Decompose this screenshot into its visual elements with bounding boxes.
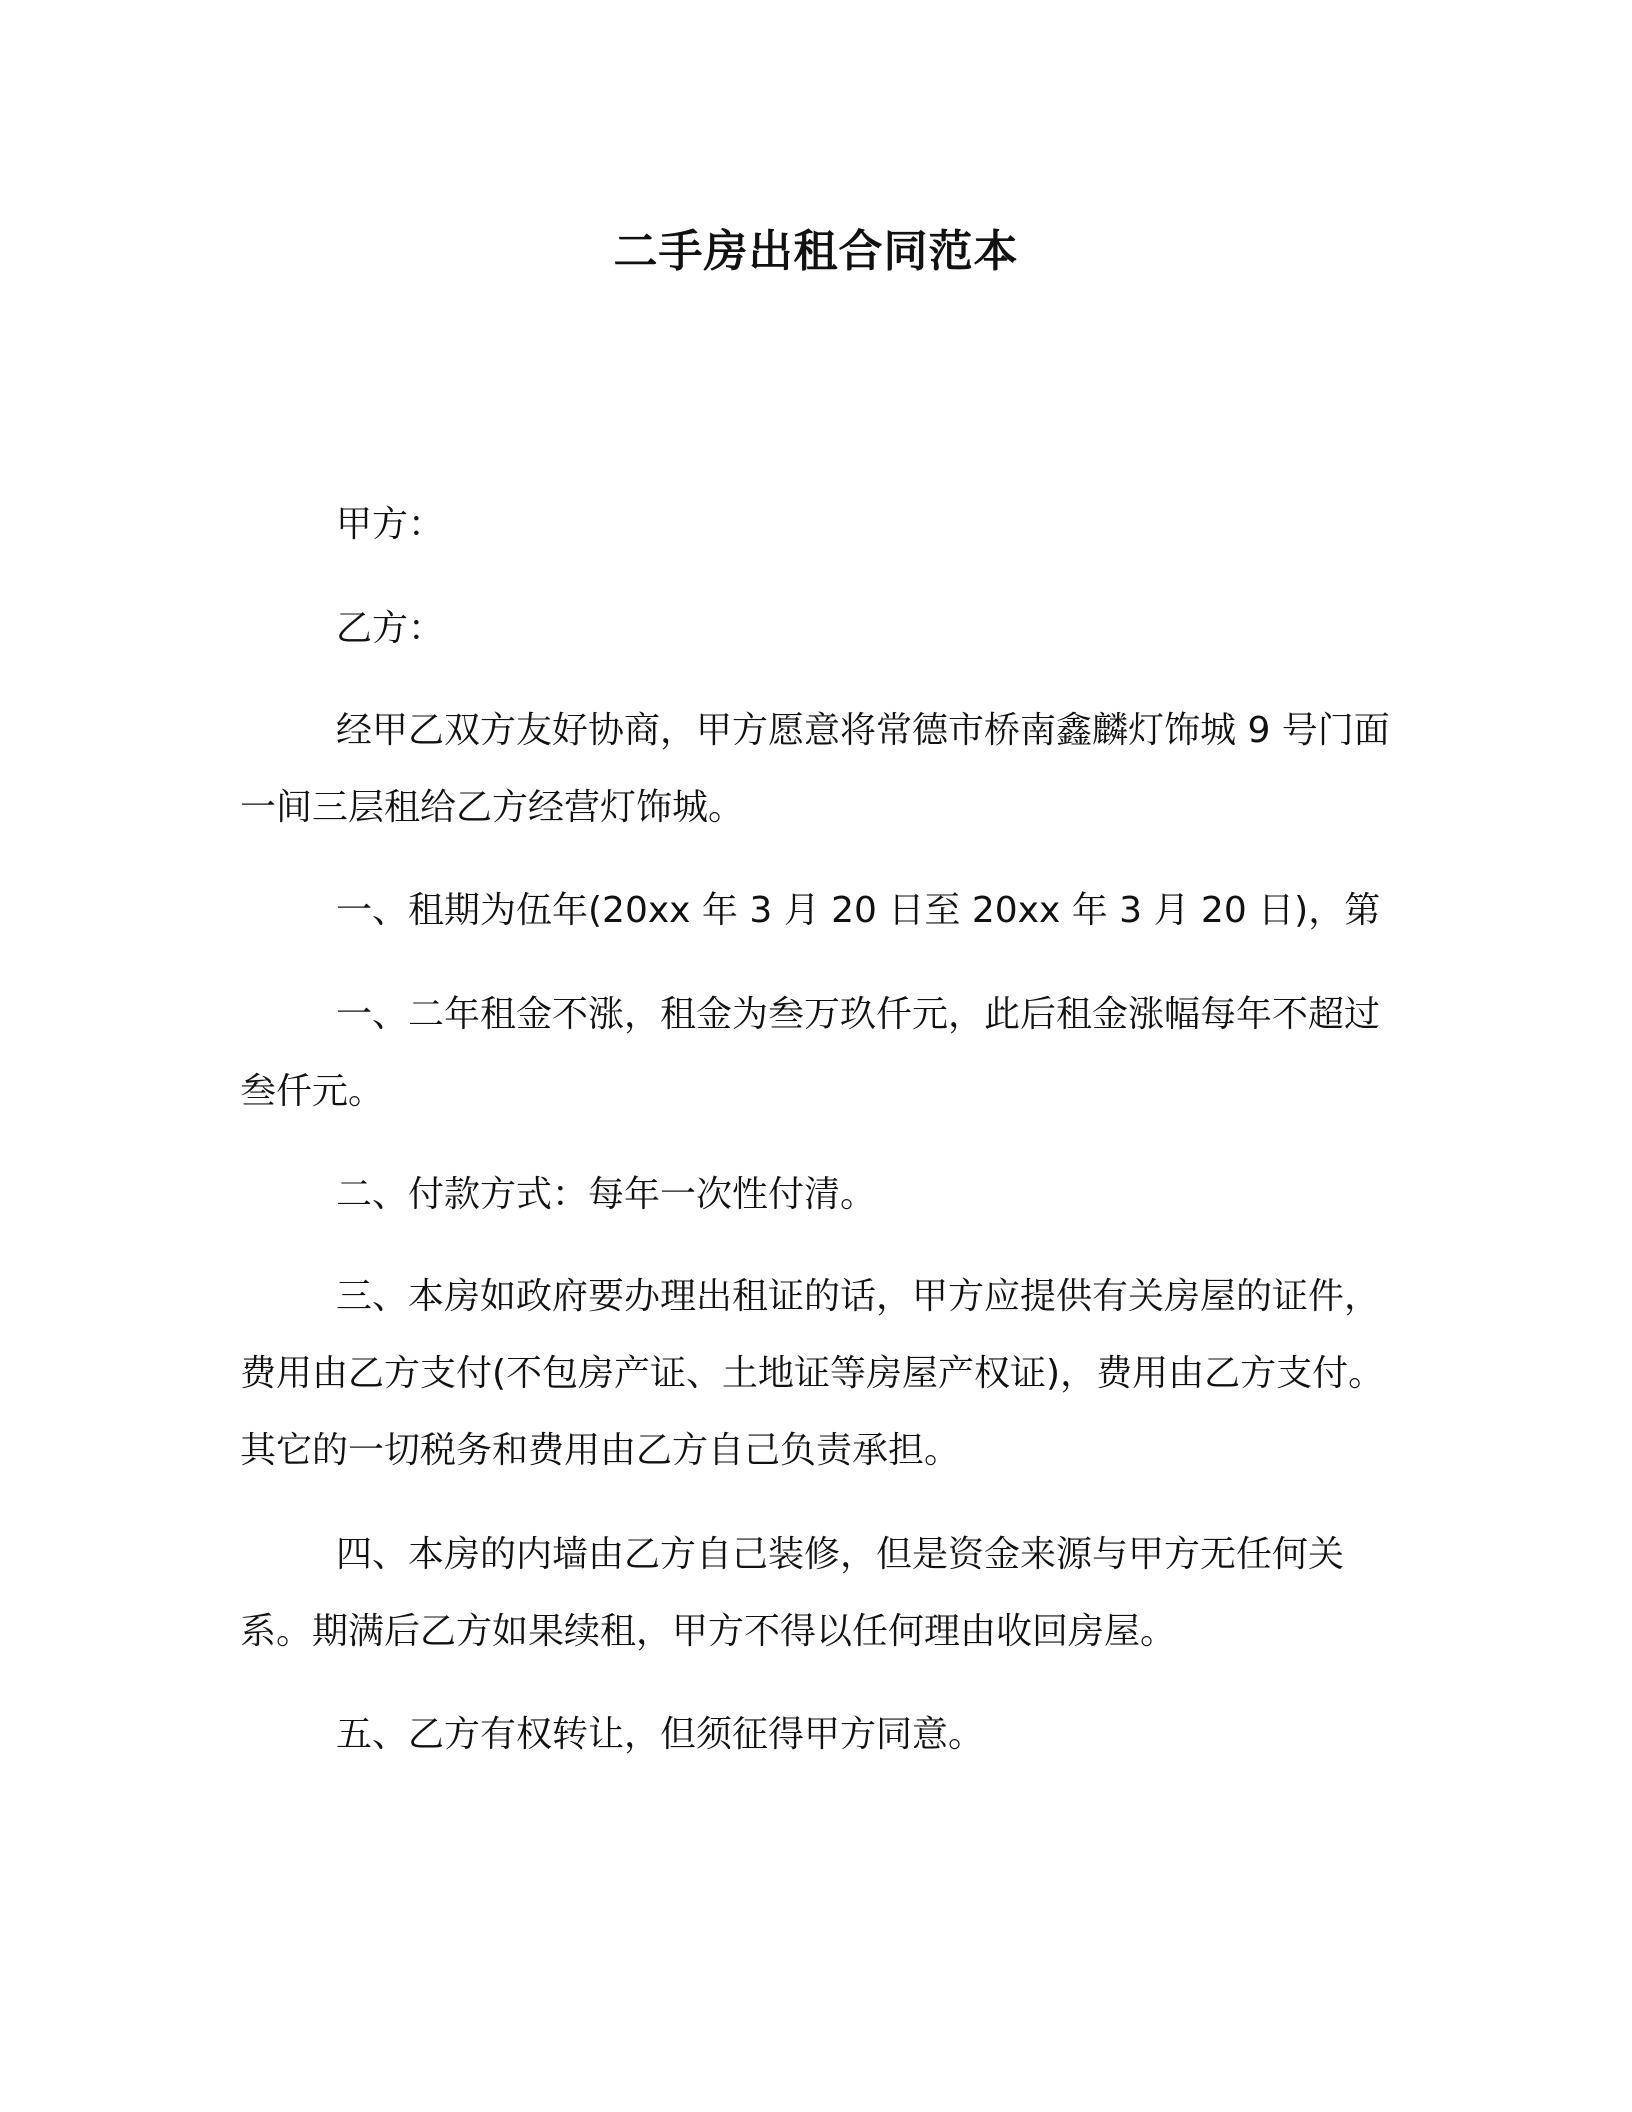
clause-1-part-a: 一、租期为伍年(20xx 年 3 月 20 日至 20xx 年 3 月 20 日)，第 [336, 890, 1381, 931]
clause-5: 五、乙方有权转让，但须征得甲方同意。 [336, 1714, 985, 1755]
party-b-line: 乙方： [336, 608, 445, 649]
intro-paragraph: 经甲乙双方友好协商，甲方愿意将常德市桥南鑫麟灯饰城 9 号门面一间三层租给乙方经营灯饰城。 [240, 710, 1390, 828]
clause-4: 四、本房的内墙由乙方自己装修，但是资金来源与甲方无任何关系。期满后乙方如果续租，甲方不得以任何理由收回房屋。 [240, 1534, 1345, 1652]
page-title: 二手房出租合同范本 [613, 226, 1019, 277]
clause-3: 三、本房如政府要办理出租证的话，甲方应提供有关房屋的证件，费用由乙方支付(不包房产证、土地证等房屋产权证)，费用由乙方支付。其它的一切税务和费用由乙方自己负责承担。 [240, 1276, 1385, 1471]
clause-1-part-b: 一、二年租金不涨，租金为叁万玖仟元，此后租金涨幅每年不超过叁仟元。 [240, 994, 1381, 1112]
clause-2: 二、付款方式：每年一次性付清。 [336, 1174, 877, 1215]
party-a-line: 甲方： [336, 504, 445, 545]
